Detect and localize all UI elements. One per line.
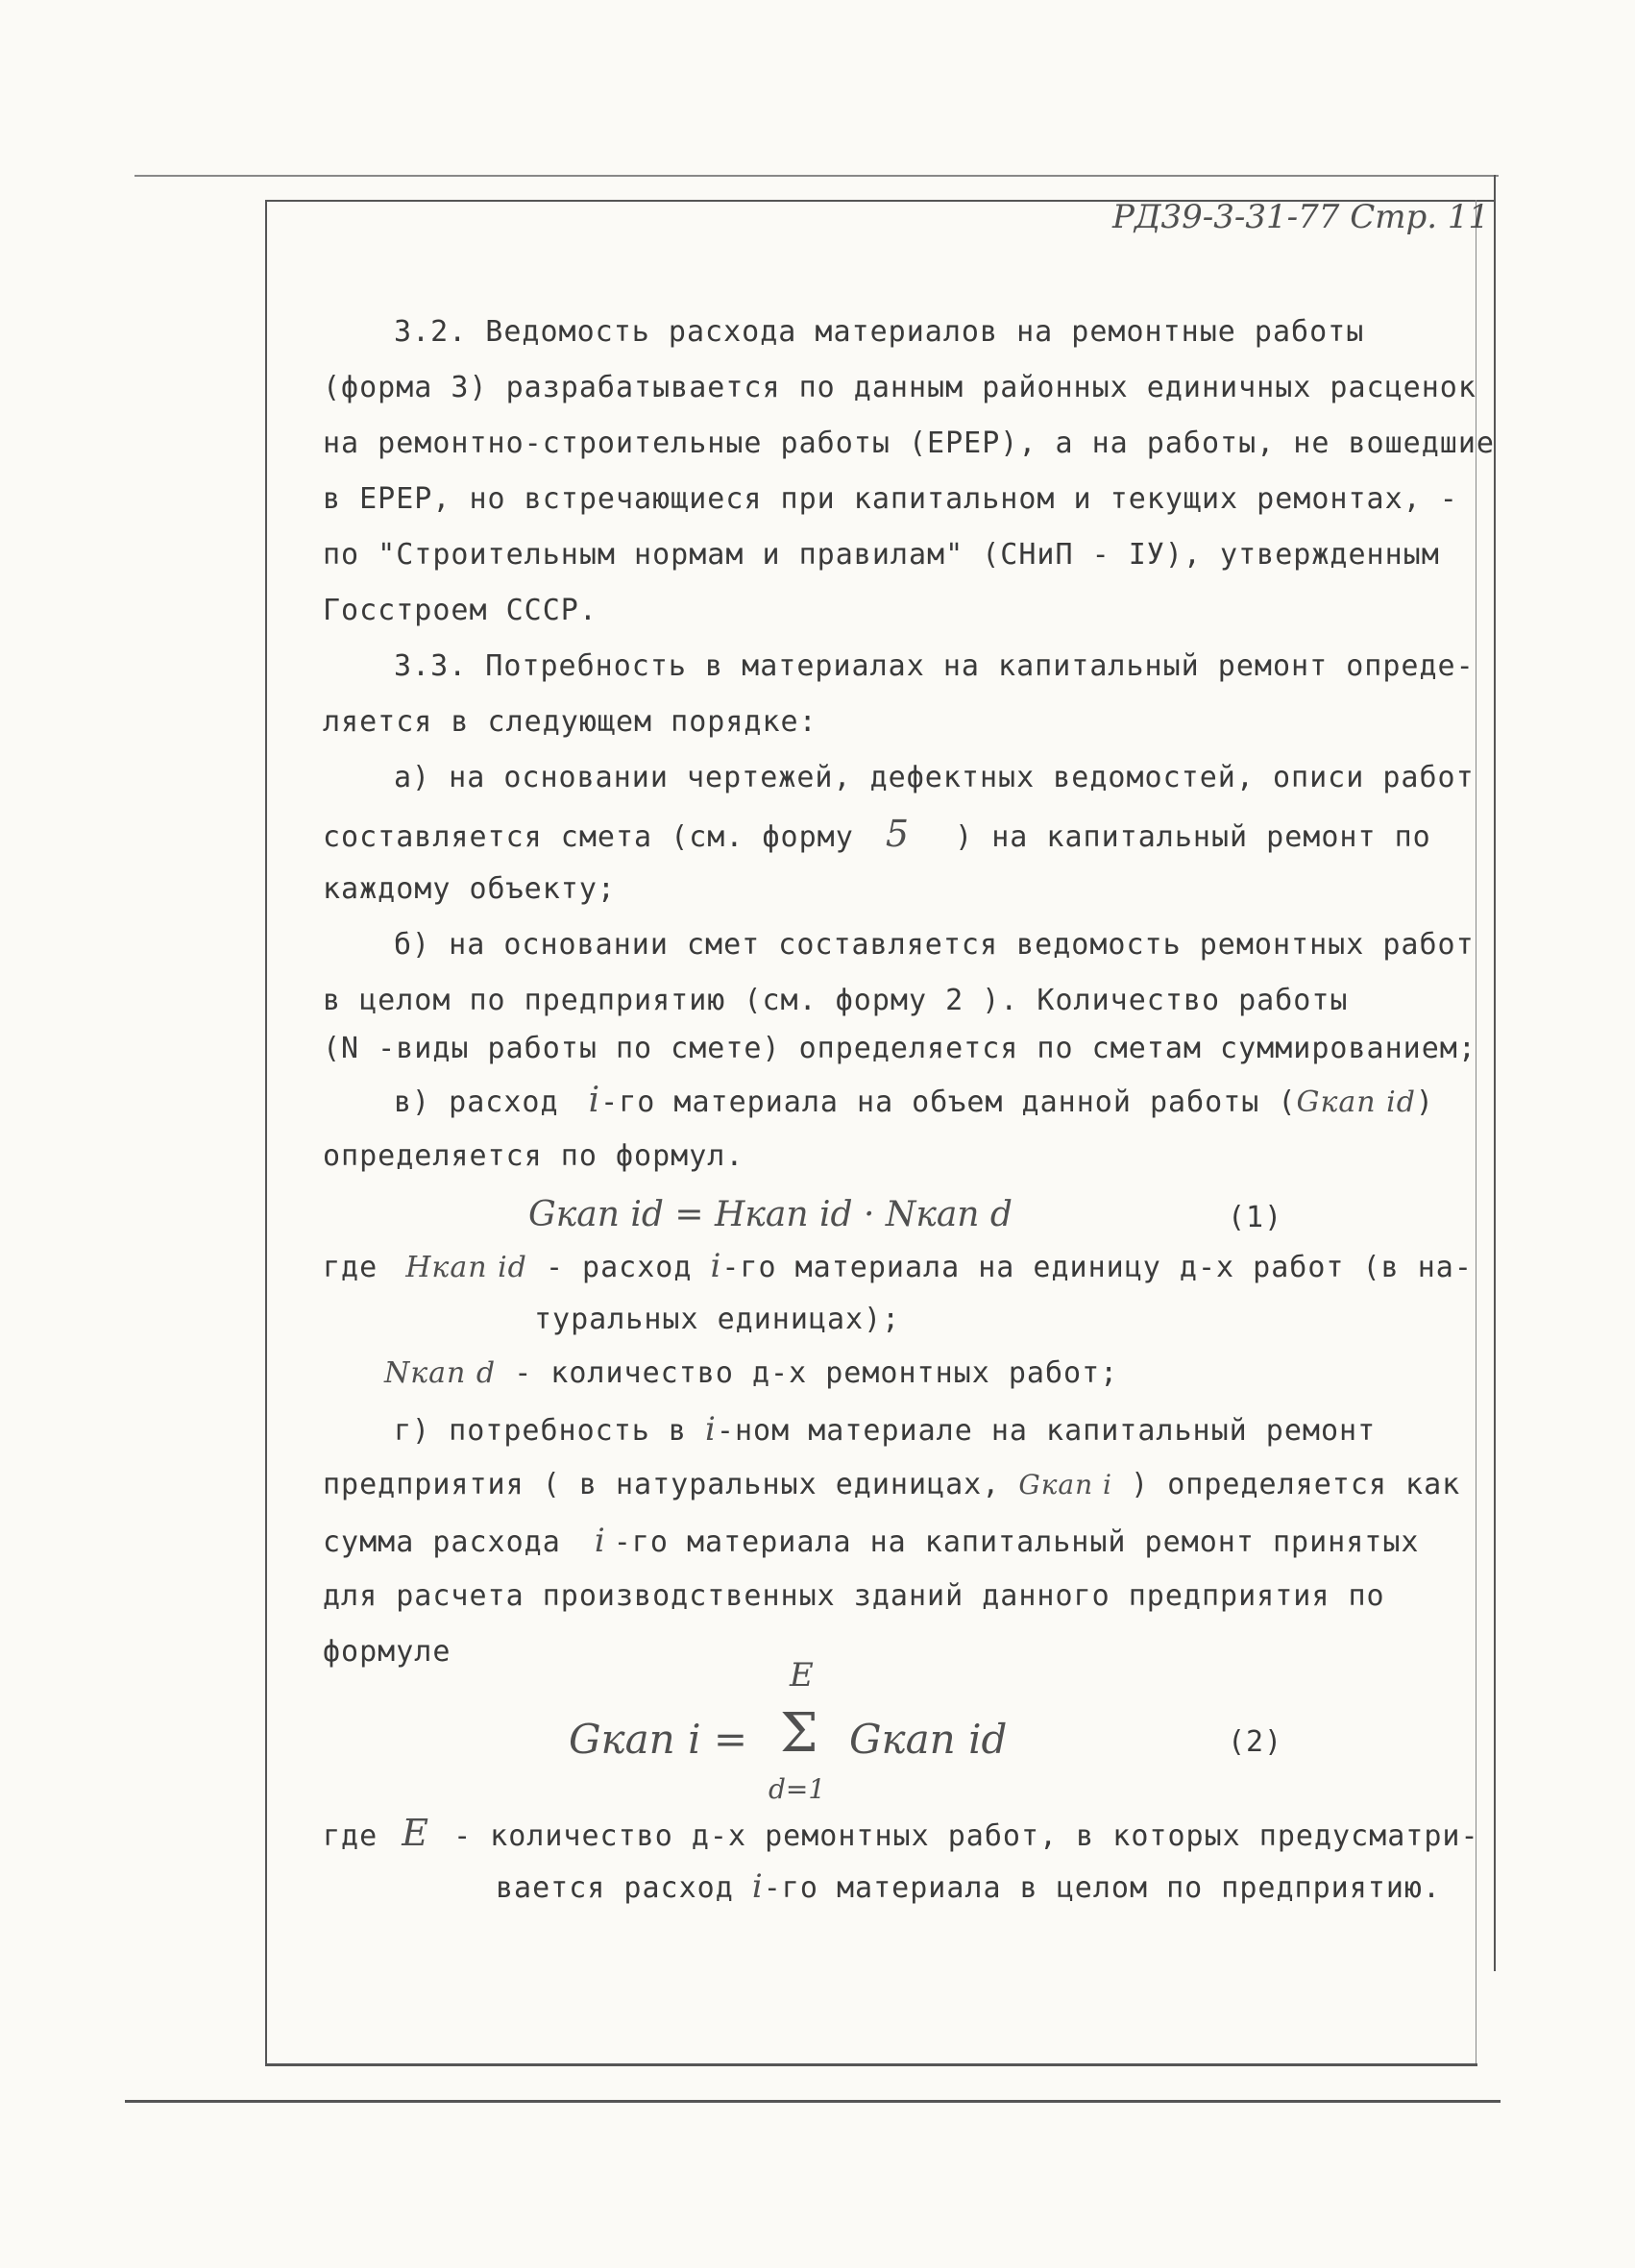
formula-2-sum: Σ (780, 1702, 818, 1765)
formula-2-lhs: Gкап i = (569, 1716, 748, 1763)
where-3-line-2-pre: вается расход (496, 1871, 734, 1905)
formula-1: Gкап id = Hкап id · Nкап d (528, 1195, 1013, 1234)
item-g-line-1 (394, 1412, 1376, 1449)
item-b-line-2: в целом по предприятию (см. форму 2 ). Количество работы (323, 984, 1349, 1017)
item-g-line-2-var: Gкап i (1018, 1469, 1113, 1500)
p33-line-2: ляется в следующем порядке: (323, 705, 818, 739)
p32-line-3: на ремонтно-строительные работы (ЕРЕР), а на работы, не вошедшие (323, 427, 1495, 460)
item-b-line-3: (N -виды работы по смете) определяется по сметам суммированием; (323, 1032, 1476, 1065)
item-a-line-2-post: ) на капитальный ремонт по (955, 820, 1431, 854)
where-3-line-2 (496, 1869, 1441, 1906)
formula-2-lower: d=1 (769, 1773, 826, 1805)
outer-border-top (134, 175, 1499, 177)
where-1-index-i: i (710, 1247, 722, 1285)
page-header-ref: РД39-3-31-77 Стр. 11 (1112, 198, 1490, 236)
p32-line-2: (форма 3) разрабатывается по данным районных единичных расценок (323, 371, 1476, 404)
item-v-post: ) (1415, 1085, 1434, 1119)
item-g-line-3-pre: сумма расхода (323, 1525, 561, 1559)
item-a-line-2-pre: составляется смета (см. форму (323, 820, 854, 854)
p32-line-6: Госстроем СССР. (323, 594, 598, 627)
item-g-index-i: i (705, 1410, 717, 1449)
item-g-line-4: для расчета производственных зданий данного предприятия по (323, 1579, 1385, 1613)
where-2-line (384, 1356, 1118, 1391)
item-g-line-5: формуле (323, 1635, 451, 1669)
where-2-text: - количество д-х ремонтных работ; (514, 1356, 1119, 1390)
where-3-var: E (402, 1812, 429, 1854)
where-2-var: Nкап d (384, 1356, 497, 1390)
p32-line-5: по "Строительным нормам и правилам" (СНиП - IУ), утвержденным (323, 538, 1440, 572)
item-v-var: Gкап id (1296, 1085, 1416, 1119)
where-1-text-post: -го материала на единицу д-х работ (в на- (721, 1251, 1473, 1284)
item-v-index-i: i (588, 1081, 601, 1120)
where-1-gde: где (323, 1251, 378, 1284)
item-g-line-3-post: -го материала на капитальный ремонт принятых (613, 1525, 1420, 1559)
item-a-line-1: а) на основании чертежей, дефектных ведомостей, описи работ (394, 761, 1475, 794)
formula-2-number: (2) (1228, 1725, 1283, 1759)
item-g-post: -ном материале на капитальный ремонт (716, 1414, 1377, 1448)
item-a-line-3: каждому объекту; (323, 872, 616, 906)
item-g-pre: г) потребность в (394, 1414, 687, 1448)
outer-border-bottom (125, 2100, 1501, 2103)
where-3-line-1 (323, 1812, 1479, 1854)
where-3-text: - количество д-х ремонтных работ, в которых предусматри- (453, 1819, 1479, 1853)
frame-left (265, 200, 267, 2063)
where-1-line-2: туральных единицах); (534, 1303, 901, 1336)
p32-line-4: в ЕРЕР, но встречающиеся при капитальном и текущих ремонтах, - (323, 482, 1458, 516)
where-3-line-2-post: -го материала в целом по предприятию. (763, 1871, 1442, 1905)
item-v-mid: -го материала на объем данной работы ( (600, 1085, 1297, 1119)
where-1-text-pre: - расход (545, 1251, 693, 1284)
item-v-line-1 (394, 1081, 1434, 1120)
item-g-line-3 (323, 1524, 1419, 1560)
where-1-line-1 (323, 1249, 1473, 1285)
formula-1-number: (1) (1228, 1201, 1283, 1234)
p32-line-1: 3.2. Ведомость расхода материалов на ремонтные работы (394, 315, 1365, 349)
item-a-line-2 (323, 813, 1431, 855)
item-v-pre: в) расход (394, 1085, 559, 1119)
frame-bottom (265, 2063, 1477, 2066)
formula-2-rhs: Gкап id (849, 1716, 1008, 1763)
where-1-var: Hкап id (405, 1251, 527, 1284)
where-3-gde: где (323, 1819, 378, 1853)
item-g-line-2-post: ) определяется как (1131, 1468, 1461, 1501)
item-v-line-2: определяется по формул. (323, 1139, 744, 1173)
item-g-line-3-index-i: i (594, 1522, 606, 1560)
item-g-line-2-pre: предприятия ( в натуральных единицах, (323, 1468, 1001, 1501)
item-g-line-2 (323, 1468, 1460, 1502)
formula-2-upper: E (790, 1656, 814, 1695)
item-b-line-1: б) на основании смет составляется ведомость ремонтных работ (394, 928, 1475, 962)
form-number-5: 5 (885, 813, 911, 855)
p33-line-1: 3.3. Потребность в материалах на капитальный ремонт опреде- (394, 649, 1475, 683)
where-3-index-i: i (751, 1867, 764, 1906)
